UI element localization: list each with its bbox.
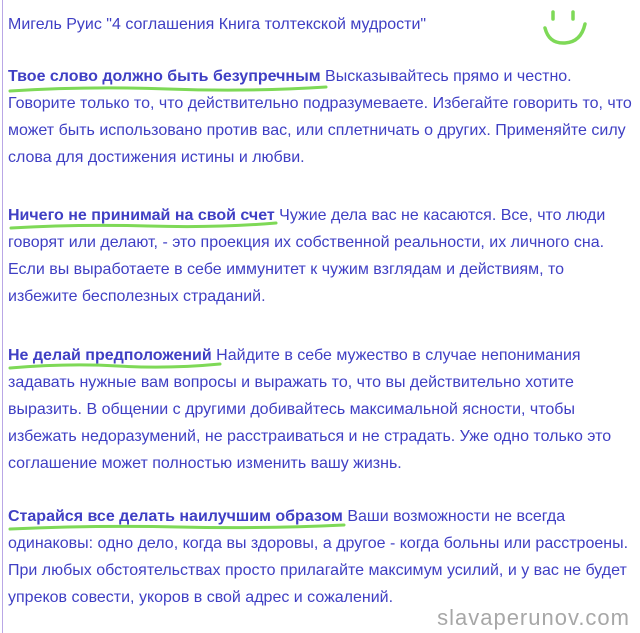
agreement-title-4: Старайся все делать наилучшим образом xyxy=(8,508,343,525)
agreement-body-3: Найдите в себе мужество в случае непонимания задавать нужные вам вопросы и выражать то, что вы действительно хотите выразить. В общении с другими добивайтесь максимальной ясности, чтобы избежать недоразумений, не расстраиваться и не страдать. Уже одно только это соглашение может полностью изменить вашу жизнь. xyxy=(8,347,612,472)
site-watermark: slavaperunov.com xyxy=(437,605,630,630)
agreement-title-3: Не делай предположений xyxy=(8,347,212,364)
left-margin-rule xyxy=(2,0,3,633)
highlight-underline xyxy=(8,360,223,372)
agreement-body-4: Ваши возможности не всегда одинаковы: одно дело, когда вы здоровы, а другое - когда больны или расстроены. При любых обстоятельствах просто прилагайте максимум усилий, и у вас не будет упреков совести, укоров в свой адрес и сожалений. xyxy=(8,508,629,606)
agreement-title-2: Ничего не принимай на свой счет xyxy=(8,207,275,224)
agreement-1 xyxy=(8,63,632,171)
book-header: Мигель Руис "4 соглашения Книга толтекской мудрости" xyxy=(8,16,427,33)
highlight-underline xyxy=(8,83,328,95)
smiley-face-icon xyxy=(541,8,593,48)
highlight-underline xyxy=(8,220,278,232)
agreement-4 xyxy=(8,503,632,611)
agreement-3 xyxy=(8,342,632,477)
agreement-body-1: Высказывайтесь прямо и честно. Говорите только то, что действительно подразумеваете. Избегайте говорить то, что может быть использовано против вас, или сплетничать о других. Применяйте силу слова для достижения истины и любви. xyxy=(8,68,632,166)
agreement-title-1: Твое слово должно быть безупречным xyxy=(8,68,321,85)
agreement-body-2: Чужие дела вас не касаются. Все, что люди говорят или делают, - это проекция их собственной реальности, их личного сна. Если вы выработаете в себе иммунитет к чужим взглядам и действиям, то избежите бесполезных страданий. xyxy=(8,207,606,305)
agreement-2 xyxy=(8,202,632,310)
highlight-underline xyxy=(8,521,348,533)
